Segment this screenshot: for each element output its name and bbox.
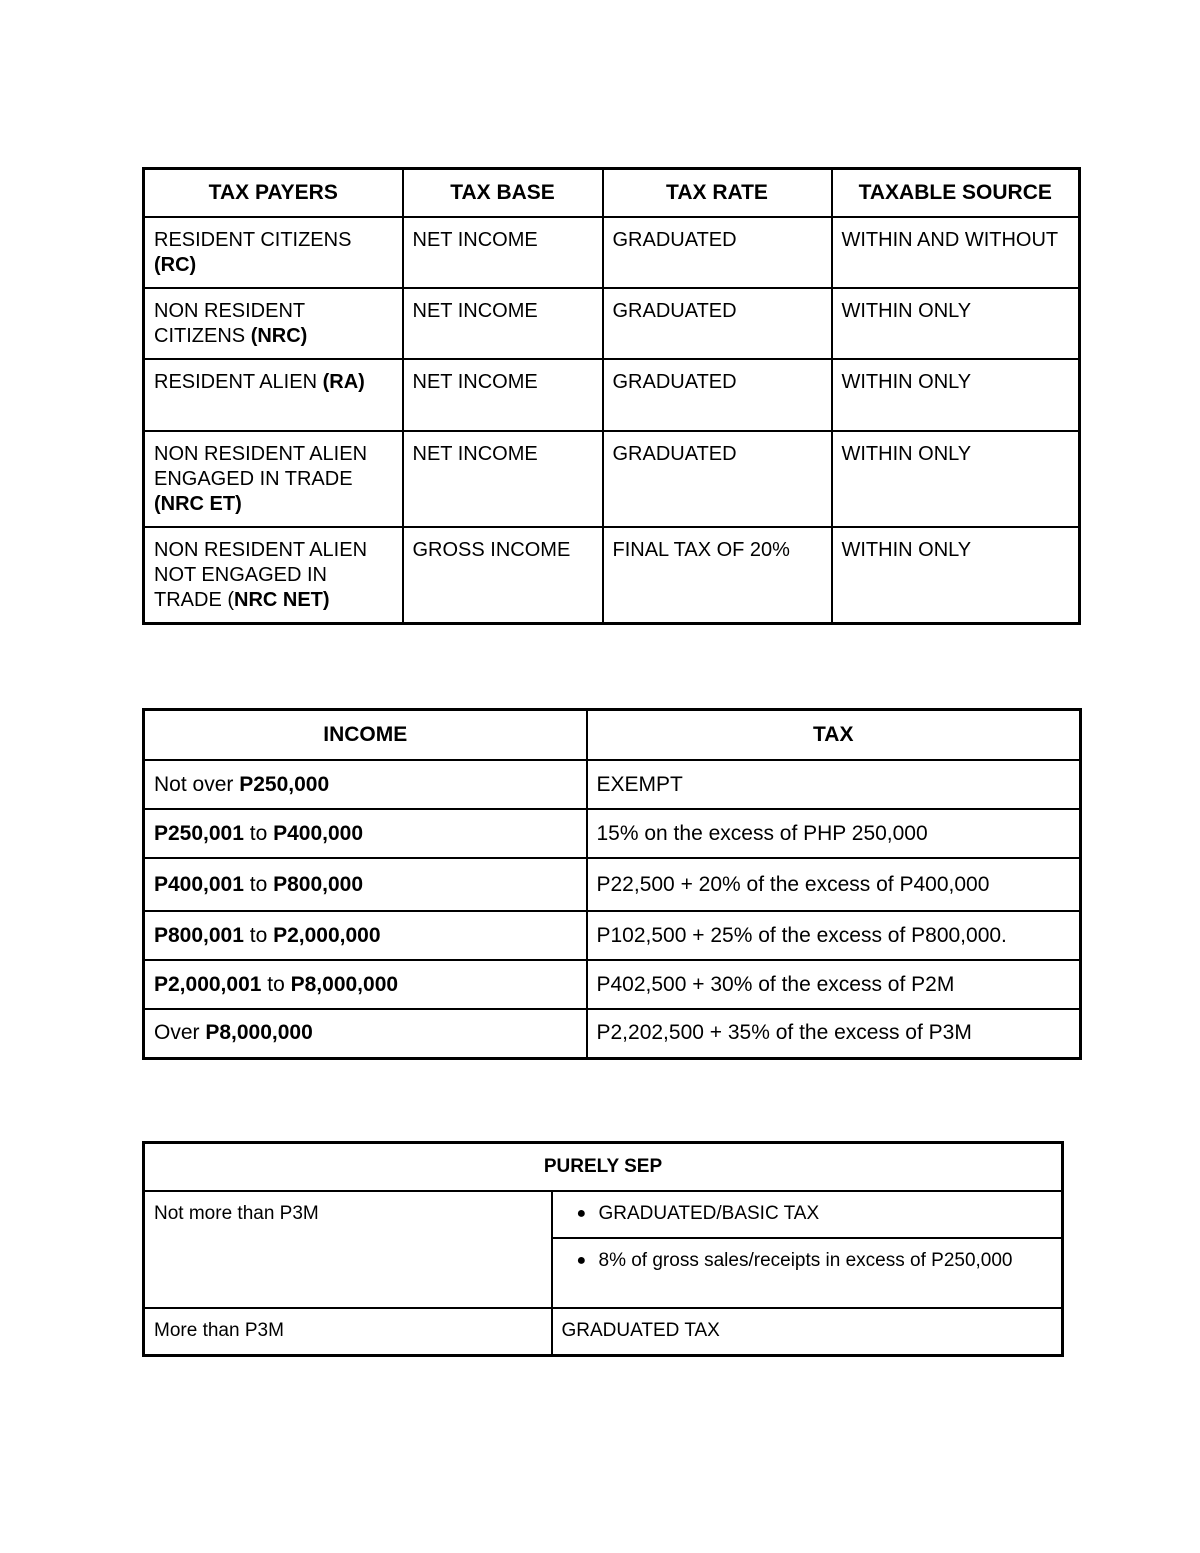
tax-cell: P402,500 + 30% of the excess of P2M [587,960,1081,1009]
bracket-to-word: to [243,923,274,947]
tax-cell: EXEMPT [587,760,1081,809]
income-bracket-cell [144,760,587,809]
income-bracket-cell [144,1009,587,1058]
header-tax-base: TAX BASE [403,169,603,218]
table-row [144,217,1080,288]
sep-option-text: 8% of gross sales/receipts in excess of P250,000 [598,1250,1013,1271]
tax-rate-cell: FINAL TAX OF 20% [603,527,832,623]
tax-base-cell: NET INCOME [403,359,603,431]
header-tax-rate: TAX RATE [603,169,832,218]
tax-cell: P102,500 + 25% of the excess of P800,000. [587,911,1081,960]
bracket-from: P400,001 [154,872,244,896]
purely-sep-table [142,1141,1064,1357]
tax-rate-cell: GRADUATED [603,217,832,288]
income-header-row [144,710,1081,761]
bracket-from: P2,000,001 [154,972,262,996]
taxpayers-header-row [144,169,1080,218]
tax-cell: P2,202,500 + 35% of the excess of P3M [587,1009,1081,1058]
payer-name: NON RESIDENT CITIZENS [154,300,305,347]
bracket-to: P400,000 [273,821,364,845]
payer-abbr: (RA) [322,371,365,393]
header-purely-sep: PURELY SEP [144,1143,1063,1192]
sep-option-cell [552,1238,1063,1308]
tax-cell: P22,500 + 20% of the excess of P400,000 [587,858,1081,911]
bracket-to-word: to [243,872,274,896]
bracket-to-word: to [261,972,291,996]
table-row [144,431,1080,527]
table-row [144,809,1081,858]
tax-base-cell: GROSS INCOME [403,527,603,623]
bullet-icon: ● [576,1252,587,1269]
payer-abbr: (NRC) [250,325,308,347]
sep-tax-cell: GRADUATED TAX [552,1308,1063,1355]
bullet-icon: ● [576,1205,587,1222]
payer-cell [144,359,403,431]
bracket-to: P8,000,000 [290,972,399,996]
bracket-to: P800,000 [273,872,364,896]
tax-base-cell: NET INCOME [403,431,603,527]
table-row [144,359,1080,431]
tax-rate-cell: GRADUATED [603,288,832,359]
header-tax-payers: TAX PAYERS [144,169,403,218]
bracket-prefix: Not over [154,772,240,796]
sep-threshold-cell: Not more than P3M [144,1191,552,1308]
bracket-prefix: Over [154,1021,206,1045]
header-taxable-source: TAXABLE SOURCE [832,169,1080,218]
payer-abbr: NRC NET) [234,589,330,611]
sep-header-row [144,1143,1063,1192]
payer-name: NON RESIDENT ALIEN NOT ENGAGED IN TRADE ( [154,539,368,611]
taxable-source-cell: WITHIN ONLY [832,288,1080,359]
table-row [144,858,1081,911]
payer-name: RESIDENT CITIZENS [154,229,352,251]
tax-base-cell: NET INCOME [403,288,603,359]
header-tax: TAX [587,710,1081,761]
tax-base-cell: NET INCOME [403,217,603,288]
table-row [144,911,1081,960]
income-bracket-cell [144,960,587,1009]
bracket-from: P8,000,000 [205,1021,313,1045]
bracket-to-word: to [243,821,274,845]
taxable-source-cell: WITHIN ONLY [832,359,1080,431]
payer-name: RESIDENT ALIEN [154,371,318,393]
payer-cell [144,288,403,359]
income-bracket-cell [144,858,587,911]
table-row [144,1009,1081,1058]
payer-cell [144,527,403,623]
sep-threshold-cell: More than P3M [144,1308,552,1355]
tax-rate-cell: GRADUATED [603,359,832,431]
bracket-from: P250,001 [154,821,244,845]
payer-name: NON RESIDENT ALIEN ENGAGED IN TRADE [154,443,368,490]
tax-cell: 15% on the excess of PHP 250,000 [587,809,1081,858]
taxable-source-cell: WITHIN ONLY [832,527,1080,623]
payer-cell [144,217,403,288]
tax-rate-cell: GRADUATED [603,431,832,527]
income-bracket-cell [144,911,587,960]
table-row [144,527,1080,623]
taxable-source-cell: WITHIN AND WITHOUT [832,217,1080,288]
income-bracket-cell [144,809,587,858]
payer-abbr: (RC) [154,254,197,276]
taxable-source-cell: WITHIN ONLY [832,431,1080,527]
table-row [144,960,1081,1009]
payer-cell [144,431,403,527]
table-row [144,1191,1063,1238]
bracket-from: P800,001 [154,923,244,947]
bracket-to: P2,000,000 [273,923,381,947]
table-row [144,760,1081,809]
sep-option-text: GRADUATED/BASIC TAX [598,1203,820,1224]
sep-option-cell [552,1191,1063,1238]
payer-abbr: (NRC ET) [154,493,242,515]
table-row [144,288,1080,359]
table-row [144,1308,1063,1355]
income-tax-table [142,708,1082,1060]
header-income: INCOME [144,710,587,761]
taxpayers-table [142,167,1081,625]
bracket-from: P250,000 [239,772,330,796]
